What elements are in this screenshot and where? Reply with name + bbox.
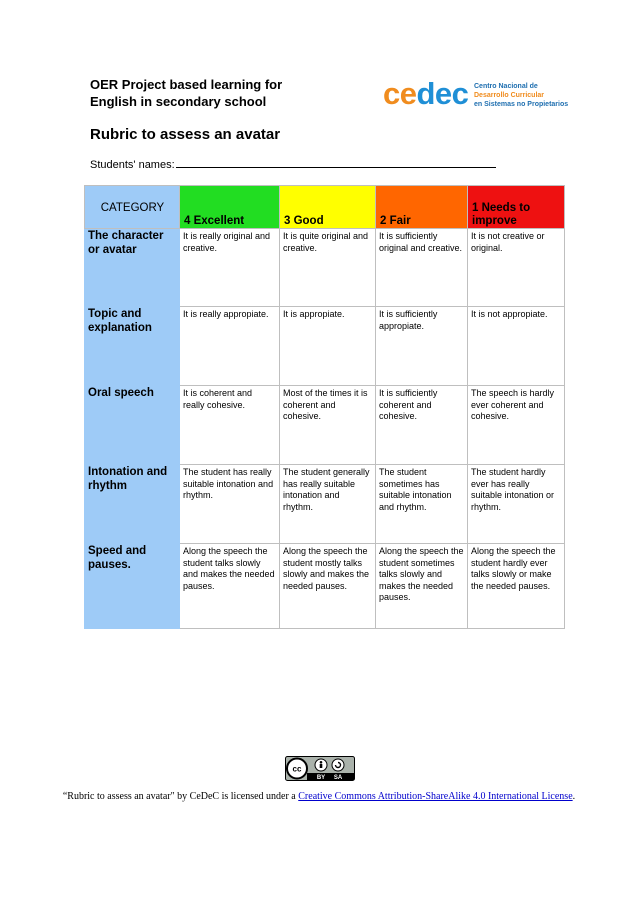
cell-fair: It is sufficiently coherent and cohesive.	[376, 386, 468, 465]
row-category: Intonation and rhythm	[85, 465, 180, 544]
cell-excellent: It is coherent and really cohesive.	[180, 386, 280, 465]
students-names-field	[90, 158, 496, 171]
row-category: The character or avatar	[85, 229, 180, 307]
header-category: CATEGORY	[85, 186, 180, 229]
logo-wordmark: cedec	[383, 76, 469, 111]
table-row	[85, 386, 565, 465]
row-category: Oral speech	[85, 386, 180, 465]
header-line-2: English in secondary school	[90, 94, 267, 109]
svg-text:cc: cc	[292, 764, 302, 774]
table-row	[85, 465, 565, 544]
footer-prefix: “Rubric to assess an avatar" by CeDeC is licensed under a	[62, 791, 299, 802]
cedec-logo	[383, 76, 573, 111]
license-link[interactable]: Creative Commons Attribution-ShareAlike 4.0 International License	[298, 791, 573, 802]
footer-suffix: .	[572, 791, 576, 802]
cell-good: The student generally has really suitable intonation and rhythm.	[280, 465, 376, 544]
rubric-table	[84, 185, 565, 629]
cell-excellent: Along the speech the student talks slowly and makes the needed pauses.	[180, 544, 280, 629]
logo-subtitle: Centro Nacional de Desarrollo Curricular en Sistemas no Propietarios	[474, 83, 569, 108]
cell-fair: Along the speech the student sometimes talks slowly and makes the needed pauses.	[376, 544, 468, 629]
cell-fair: The student sometimes has suitable intonation and rhythm.	[376, 465, 468, 544]
cell-good: It is appropiate.	[280, 307, 376, 386]
cell-excellent: The student has really suitable intonation and rhythm.	[180, 465, 280, 544]
document-header	[90, 76, 350, 110]
cell-good: Along the speech the student mostly talks slowly and makes the needed pauses.	[280, 544, 376, 629]
header-fair: 2 Fair	[376, 186, 468, 229]
row-category: Speed and pauses.	[85, 544, 180, 629]
table-row	[85, 544, 565, 629]
header-needs-to-improve: 1 Needs to improve	[468, 186, 565, 229]
header-line-1: OER Project based learning for	[90, 77, 283, 92]
cc-sa-label: SA	[333, 775, 343, 781]
header-row	[85, 186, 565, 229]
cell-fair: It is sufficiently appropiate.	[376, 307, 468, 386]
cell-excellent: It is really appropiate.	[180, 307, 280, 386]
cell-needs: The student hardly ever has really suitable intonation or rhythm.	[468, 465, 565, 544]
cc-by-label: BY	[316, 775, 326, 781]
cell-good: Most of the times it is coherent and cohesive.	[280, 386, 376, 465]
header-good: 3 Good	[280, 186, 376, 229]
students-names-blank-line[interactable]	[176, 158, 496, 168]
cc-by-sa-license-badge[interactable]	[285, 756, 355, 781]
cell-needs: It is not appropiate.	[468, 307, 565, 386]
students-names-label: Students' names:	[90, 159, 175, 171]
cell-needs: Along the speech the student hardly ever talks slowly or make the needed pauses.	[468, 544, 565, 629]
cell-needs: The speech is hardly ever coherent and cohesive.	[468, 386, 565, 465]
cell-excellent: It is really original and creative.	[180, 229, 280, 307]
row-category: Topic and explanation	[85, 307, 180, 386]
header-excellent: 4 Excellent	[180, 186, 280, 229]
table-row	[85, 229, 565, 307]
cell-good: It is quite original and creative.	[280, 229, 376, 307]
cell-fair: It is sufficiently original and creative.	[376, 229, 468, 307]
table-row	[85, 307, 565, 386]
page-title: Rubric to assess an avatar	[90, 126, 281, 143]
license-footer	[60, 790, 578, 803]
cell-needs: It is not creative or original.	[468, 229, 565, 307]
